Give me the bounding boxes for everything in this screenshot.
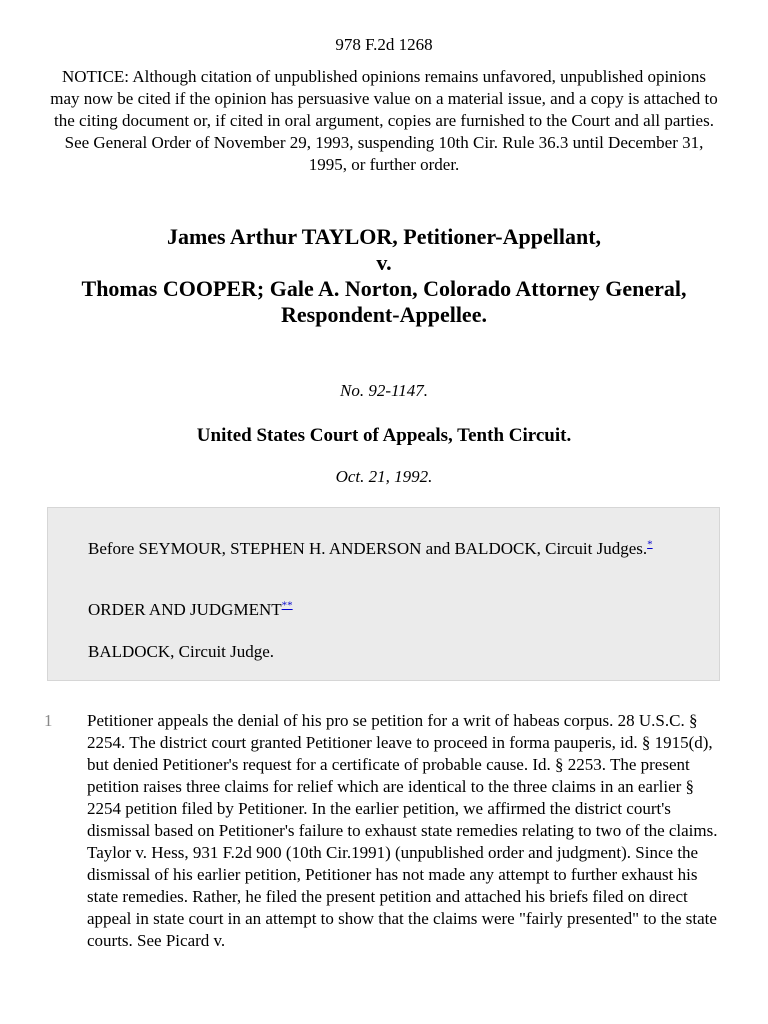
caption-appellant: James Arthur TAYLOR, Petitioner-Appellant, bbox=[166, 224, 602, 249]
before-judges-text: Before SEYMOUR, STEPHEN H. ANDERSON and BALDOCK, Circuit Judges. bbox=[88, 539, 648, 558]
footnote-link-1[interactable]: * bbox=[647, 538, 653, 551]
case-caption bbox=[40, 224, 728, 328]
case-citation: 978 F.2d 1268 bbox=[335, 35, 433, 54]
decision-date: Oct. 21, 1992. bbox=[335, 467, 433, 486]
court-name: United States Court of Appeals, Tenth Circuit. bbox=[196, 425, 572, 446]
unpublished-notice: NOTICE: Although citation of unpublished opinions remains unfavored, unpublished opinions may now be cited if the opinion has persuasive value on a material issue, and a copy is attached to the citing document or, if cited in oral argument, copies are furnished to the Court and all parties. See General Order of November 29, 1993, suspending 10th Cir. Rule 36.3 until December 31, 1995, or further order. bbox=[50, 67, 718, 174]
before-judges bbox=[88, 538, 698, 560]
caption-appellee-role: Respondent-Appellee. bbox=[281, 302, 487, 327]
judges-panel bbox=[47, 507, 720, 681]
order-heading-text: ORDER AND JUDGMENT bbox=[88, 600, 282, 619]
caption-appellees: Thomas COOPER; Gale A. Norton, Colorado Attorney General, bbox=[81, 276, 687, 301]
paragraph-text: Petitioner appeals the denial of his pro se petition for a writ of habeas corpus. 28 U.S.C. § 2254. The district court granted Petitioner leave to proceed in forma pauperis, id. § 1915(d), but denied Petitioner's request for a certificate of probable cause. Id. § 2253. The present petition raises three claims for relief which are identical to the three claims in an earlier § 2254 petition filed by Petitioner. In the earlier petition, we affirmed the district court's dismissal based on Petitioner's failure to exhaust state remedies relating to two of the claims. Taylor v. Hess, 931 F.2d 900 (10th Cir.1991) (unpublished order and judgment). Since the dismissal of his earlier petition, Petitioner has not made any attempt to further exhaust his state remedies. Rather, he filed the present petition and attached his briefs filed on direct appeal in state court in an attempt to show that the claims were "fairly presented" to the state courts. See Picard v. bbox=[87, 711, 718, 950]
footnote-link-2[interactable]: ** bbox=[281, 599, 293, 612]
docket-number: No. 92-1147. bbox=[340, 381, 428, 400]
order-heading bbox=[88, 599, 698, 621]
authoring-judge: BALDOCK, Circuit Judge. bbox=[88, 642, 275, 661]
caption-versus: v. bbox=[376, 250, 392, 275]
paragraph-number: 1 bbox=[44, 711, 53, 730]
